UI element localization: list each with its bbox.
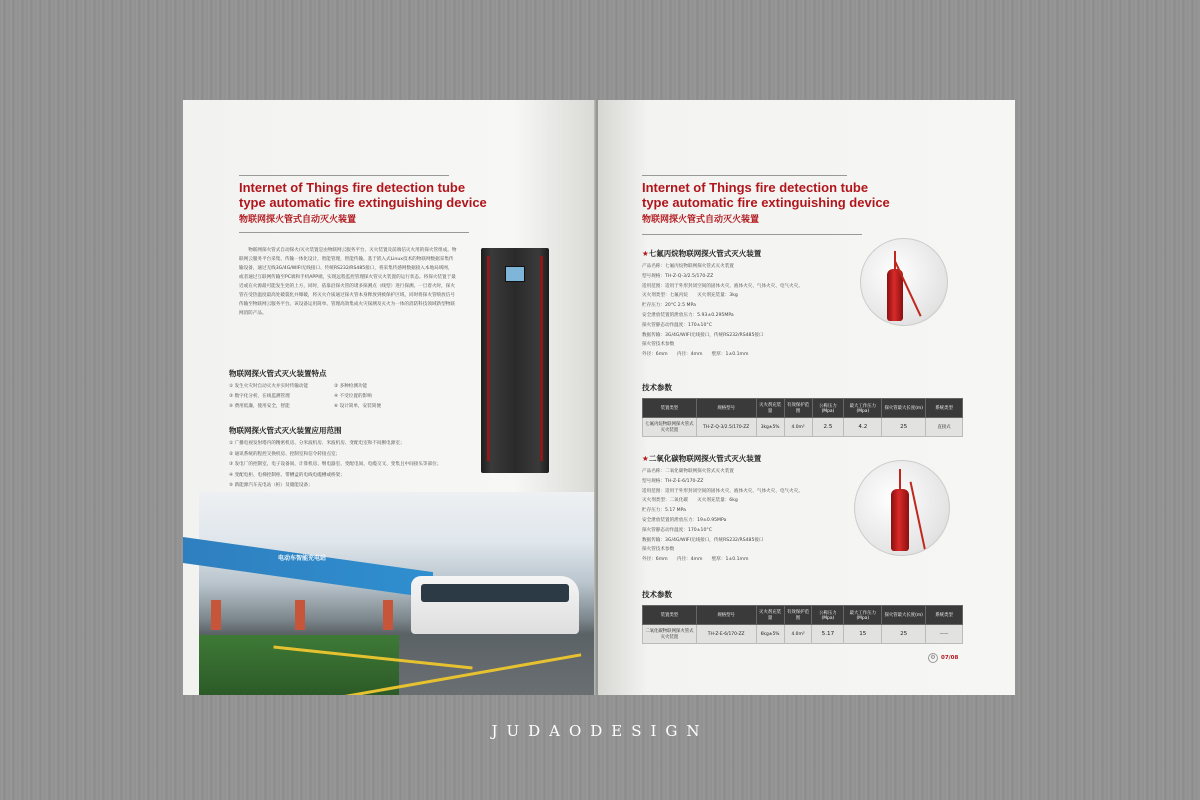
spec-line: 安全泄放装置的泄放压力：5.93±0.295MPa — [642, 312, 734, 318]
table-header: 装置类型 — [643, 399, 697, 418]
right-title-cn: 物联网探火管式自动灭火装置 — [642, 215, 760, 225]
table-header: 灭火剂充装量 — [756, 399, 784, 418]
spec-line: 型号规格：TH-Z-Q-3/2.5/170-ZZ — [642, 273, 714, 279]
page-number-icon: ⚙ — [928, 653, 938, 663]
list-item: ② 多种检测功能 — [334, 384, 368, 389]
page-number: 07/08 — [941, 655, 959, 661]
table-cell: —— — [926, 625, 963, 644]
star-icon: ★ — [642, 454, 649, 463]
tech-params-table-2 — [642, 605, 963, 644]
star-icon: ★ — [642, 249, 649, 258]
list-item: ⑤ 费用低廉，使用安全，智能 — [229, 404, 290, 409]
product2-cylinder-image — [854, 460, 950, 556]
table-header: 最大工作压力(Mpa) — [844, 606, 882, 625]
spec-line: 适用范围：适用于外形封闭空间的固体火灾、液体火灾、气体火灾、电气火灾。 — [642, 283, 803, 289]
charger-post — [295, 600, 305, 630]
spec-line: 产品名称：七氟丙烷物联网探火管式灭火装置 — [642, 264, 734, 269]
left-title-block — [239, 180, 539, 225]
applications-title: 物联网探火管式灭火装置应用范围 — [229, 426, 342, 435]
list-item: ⑤ 新能源汽车充电站（桩）及储能设备； — [229, 483, 313, 488]
title-top-rule — [239, 175, 449, 176]
spec-line: 灭火剂类型：七氟丙烷 灭火剂充装量：3kg — [642, 293, 738, 299]
spec-line: 型号规格：TH-Z-E-6/170-ZZ — [642, 478, 704, 484]
product2-title: ★二氧化碳物联网探火管式灭火装置 — [642, 454, 762, 463]
spec-line: 探火管静态动作温度：170±10°C — [642, 322, 712, 328]
table-header-row — [643, 399, 963, 418]
table-row — [643, 418, 963, 437]
table-header: 探火管最大长度(m) — [882, 606, 926, 625]
spec-line: 数据传输：3G/4G/WIFI无线接口，传统RS232/RS485接口 — [642, 537, 764, 543]
spec-line: 探火管技术参数 — [642, 342, 675, 348]
right-title-block — [642, 180, 942, 225]
table-cell: TH-Z-Q-3/2.5/170-ZZ — [696, 418, 756, 437]
list-item: ③ 数字化分析，在线监测管理 — [229, 394, 290, 399]
intro-paragraph: 物联网探火管式自动探火/灭火装置是由物联网云服务平台、灭火装置及前端信灭火用的探火管组成。物联网云服务平台采集、传输一体化设计，智能管理，智能传输。基于嵌入式Linux技术的物联网数据采集传输设备，通过无线3G/4G/WIFI无线接口、传统RS232/RS485接口，将采集传感网数据接入本地局域网，或者通过互联网传输至PC端和手机APP端，实现远程监控管理探火管灭火装置的运行状态。将探火装置于最近或在火源最可能发生处的上方，同时，依靠沿探火管的诸多探测点（线型）进行探测。一旦着火时，探火管在受热温度最高处破裂化并爆破，将灭火介质通过探火管本身释放到被保护区域，同时将探火管喷放信号传输至物联网云服务平台。该设备运用简单、管理高效集成火灾探测及灭火为一体的消防科技领域新型物联网消防产品。 — [239, 248, 457, 316]
tech-params-title-1: 技术参数 — [642, 383, 672, 392]
table-cell: 4.0m³ — [784, 418, 812, 437]
table-cell: 2.5 — [812, 418, 844, 437]
spec-line: 外径：6mm 内径：4mm 壁厚：1±0.1mm — [642, 557, 749, 563]
spec-line: 探火管静态动作温度：170±10°C — [642, 527, 712, 533]
right-page — [598, 100, 1015, 695]
spec-line: 贮存压力：5.17 MPa — [642, 508, 686, 514]
spec-line: 产品名称：二氧化碳物联网探火管式灭火装置 — [642, 469, 734, 474]
features-title: 物联网探火管式灭火装置特点 — [229, 369, 327, 378]
table-cell: 3kg±5% — [756, 418, 784, 437]
table-header: 公称压力(Mpa) — [812, 399, 844, 418]
table-header: 装置类型 — [643, 606, 697, 625]
product1-title: ★七氟丙烷物联网探火管式灭火装置 — [642, 249, 762, 258]
canopy-sign-text: 电动车智能充电站 — [278, 555, 327, 562]
table-cell: 七氟丙烷物联网探火管式灭火装置 — [643, 418, 697, 437]
grass-area — [199, 635, 399, 695]
left-title-cn: 物联网探火管式自动灭火装置 — [239, 215, 357, 225]
brand-watermark: JUDAODESIGN — [491, 722, 709, 740]
list-item: ① 广播电视发射塔内的精密机房、分米波机房、米波机房、变配电室和不间断电源室； — [229, 441, 405, 446]
list-item: ② 通讯系统的程控交换机房、控制室和信令转接点室； — [229, 451, 341, 457]
cabinet-screen — [505, 266, 525, 282]
spec-line: 适用范围：适用于外形封闭空间的固体火灾、液体火灾、气体火灾、电气火灾。 — [642, 488, 803, 494]
features-list — [229, 382, 439, 412]
charger-post — [211, 600, 221, 630]
right-title-en-line2: type automatic fire extinguishing device — [642, 195, 890, 210]
spec-line: 安全泄放装置的泄放压力：19±0.95MPa — [642, 517, 727, 523]
table-header: 公称压力(Mpa) — [812, 606, 844, 625]
product2-specs — [642, 467, 862, 565]
table-cell: 二氧化碳物联网探火管式灭火装置 — [643, 625, 697, 644]
title-top-rule — [642, 175, 847, 176]
list-item: ① 发生火灾时自动灭火并实时传输动能 — [229, 384, 309, 389]
right-title-en-line1: Internet of Things fire detection tube — [642, 180, 869, 195]
tech-params-title-2: 技术参数 — [642, 590, 672, 599]
brochure-spread — [183, 100, 1015, 695]
table-cell: TH-Z-E-6/170-ZZ — [696, 625, 756, 644]
table-header: 规格型号 — [696, 606, 756, 625]
table-header: 系统类型 — [926, 606, 963, 625]
table-header: 探火管最大长度(m) — [882, 399, 926, 418]
table-header: 系统类型 — [926, 399, 963, 418]
table-cell: 4.2 — [844, 418, 882, 437]
list-item: ④ 变配电柜、电梯控制柜、带槽盒的电线电缆槽或桥架； — [229, 472, 345, 478]
table-cell: 15 — [844, 625, 882, 644]
title-bottom-rule — [642, 234, 862, 235]
table-row — [643, 625, 963, 644]
table-header: 最大工作压力(Mpa) — [844, 399, 882, 418]
table-cell: 25 — [882, 418, 926, 437]
tech-params-table-1 — [642, 398, 963, 437]
title-bottom-rule — [239, 232, 469, 233]
table-cell: 5.17 — [812, 625, 844, 644]
table-cell: 直接式 — [926, 418, 963, 437]
left-page — [183, 100, 596, 695]
list-item: ⑥ 设计简单，安装简便 — [334, 404, 381, 409]
product1-specs — [642, 262, 862, 360]
left-title-en-line1: Internet of Things fire detection tube — [239, 180, 466, 195]
table-cell: 6kg±5% — [756, 625, 784, 644]
table-header: 有效保护范围 — [784, 399, 812, 418]
bus-image — [411, 576, 579, 634]
spec-line: 贮存压力：20°C 2.5 MPa — [642, 303, 696, 309]
spec-line: 外径：6mm 内径：4mm 壁厚：1±0.1mm — [642, 352, 749, 358]
table-header: 灭火剂充装量 — [756, 606, 784, 625]
table-header: 有效保护范围 — [784, 606, 812, 625]
charger-post — [383, 600, 393, 630]
table-header: 规格型号 — [696, 399, 756, 418]
spec-line: 数据传输：3G/4G/WIFI无线接口，传统RS232/RS485接口 — [642, 332, 764, 338]
spec-line: 灭火剂类型：二氧化碳 灭火剂充装量：6kg — [642, 498, 738, 504]
table-cell: 25 — [882, 625, 926, 644]
list-item: ③ 发电厂的控制室、电子设备间、计算机房、继电器室、变配电间、电缆交叉、变集且中间接头等部位； — [229, 462, 442, 467]
list-item: ④ 不受位置的影响 — [334, 394, 372, 399]
spec-line: 探火管技术参数 — [642, 547, 675, 553]
product1-cylinder-image — [860, 238, 948, 326]
left-title-en-line2: type automatic fire extinguishing device — [239, 195, 487, 210]
table-cell: 4.0m³ — [784, 625, 812, 644]
table-header-row — [643, 606, 963, 625]
